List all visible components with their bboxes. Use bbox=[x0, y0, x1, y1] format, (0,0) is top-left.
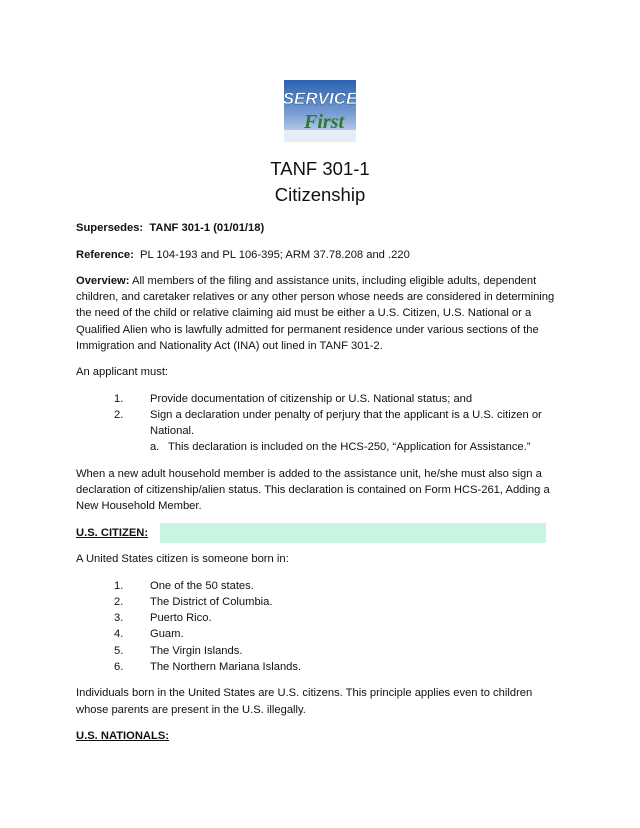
list-item-number: 2. bbox=[114, 596, 124, 609]
overview-label: Overview: bbox=[76, 275, 130, 287]
list-item-number: 6. bbox=[114, 660, 124, 673]
reference-value: PL 104-193 and PL 106-395; ARM 37.78.208 and .220 bbox=[140, 248, 410, 261]
list-item-text: One of the 50 states. bbox=[150, 579, 254, 592]
us-citizen-note: Individuals born in the United States are U.S. citizens. This principle applies even to children whose parents are present in the U.S. illegally. bbox=[76, 687, 533, 716]
list-item-number: 4. bbox=[114, 628, 124, 641]
us-citizen-intro: A United States citizen is someone born in: bbox=[76, 553, 289, 566]
list-item-number: 1. bbox=[114, 392, 124, 405]
declaration-sublist bbox=[150, 439, 566, 455]
sublist-item-letter: a. bbox=[150, 441, 160, 454]
list-item-number: 1. bbox=[114, 579, 124, 592]
list-item-text: Puerto Rico. bbox=[150, 612, 212, 625]
list-item-text: The Virgin Islands. bbox=[150, 644, 243, 657]
list-item-text: Guam. bbox=[150, 628, 184, 641]
overview-paragraph bbox=[76, 273, 566, 354]
list-item bbox=[76, 594, 566, 610]
reference-label: Reference: bbox=[76, 248, 134, 261]
supersedes-label: Supersedes: bbox=[76, 222, 144, 234]
heading-highlight bbox=[160, 523, 546, 543]
document-body bbox=[76, 220, 566, 755]
document-subject-title: Citizenship bbox=[274, 184, 366, 205]
logo-line1: SERVICE bbox=[284, 89, 356, 108]
logo-line2: First bbox=[303, 111, 345, 133]
service-first-logo bbox=[284, 80, 356, 142]
us-nationals-heading: U.S. NATIONALS: bbox=[76, 730, 170, 743]
overview-text: All members of the filing and assistance units, including eligible adults, dependent children, and caretaker relatives or any other person whose needs are considered in determining the need of the child or relative claiming aid must be either a U.S. Citizen, U.S. National or a Qualified Alien who is lawfully admitted for permanent residence under various sections of the Immigration and Nationality Act (INA) out lined in TANF 301-2. bbox=[76, 275, 555, 352]
list-item bbox=[76, 391, 566, 407]
reference-line bbox=[76, 247, 566, 263]
list-item-text: The Northern Mariana Islands. bbox=[150, 660, 302, 673]
applicant-requirements-list bbox=[76, 391, 566, 456]
new-member-paragraph: When a new adult household member is added to the assistance unit, he/she must also sign a declaration of citizenship/alien status. This declaration is contained on Form HCS-261, Adding a New Household Member. bbox=[76, 467, 550, 513]
list-item bbox=[76, 610, 566, 626]
list-item-number: 5. bbox=[114, 644, 124, 657]
birthplace-list bbox=[76, 578, 566, 675]
applicant-intro: An applicant must: bbox=[76, 366, 169, 379]
supersedes-line bbox=[76, 220, 566, 236]
list-item bbox=[76, 578, 566, 594]
us-citizen-heading bbox=[76, 525, 566, 541]
list-item bbox=[76, 659, 566, 675]
list-item-text: Provide documentation of citizenship or U.S. National status; and bbox=[150, 392, 473, 405]
sublist-item bbox=[150, 439, 566, 455]
list-item-number: 3. bbox=[114, 612, 124, 625]
list-item bbox=[76, 407, 566, 456]
list-item-text: Sign a declaration under penalty of perjury that the applicant is a U.S. citizen or National. bbox=[150, 409, 542, 438]
service-first-logo-graphic bbox=[284, 80, 356, 142]
list-item-text: The District of Columbia. bbox=[150, 596, 273, 609]
us-citizen-heading-text: U.S. CITIZEN: bbox=[76, 526, 149, 539]
supersedes-value: TANF 301-1 (01/01/18) bbox=[149, 222, 265, 234]
list-item bbox=[76, 626, 566, 642]
list-item bbox=[76, 643, 566, 659]
sublist-item-text: This declaration is included on the HCS-250, “Application for Assistance.” bbox=[168, 441, 531, 454]
document-id-title: TANF 301-1 bbox=[270, 158, 370, 179]
list-item-number: 2. bbox=[114, 409, 124, 422]
